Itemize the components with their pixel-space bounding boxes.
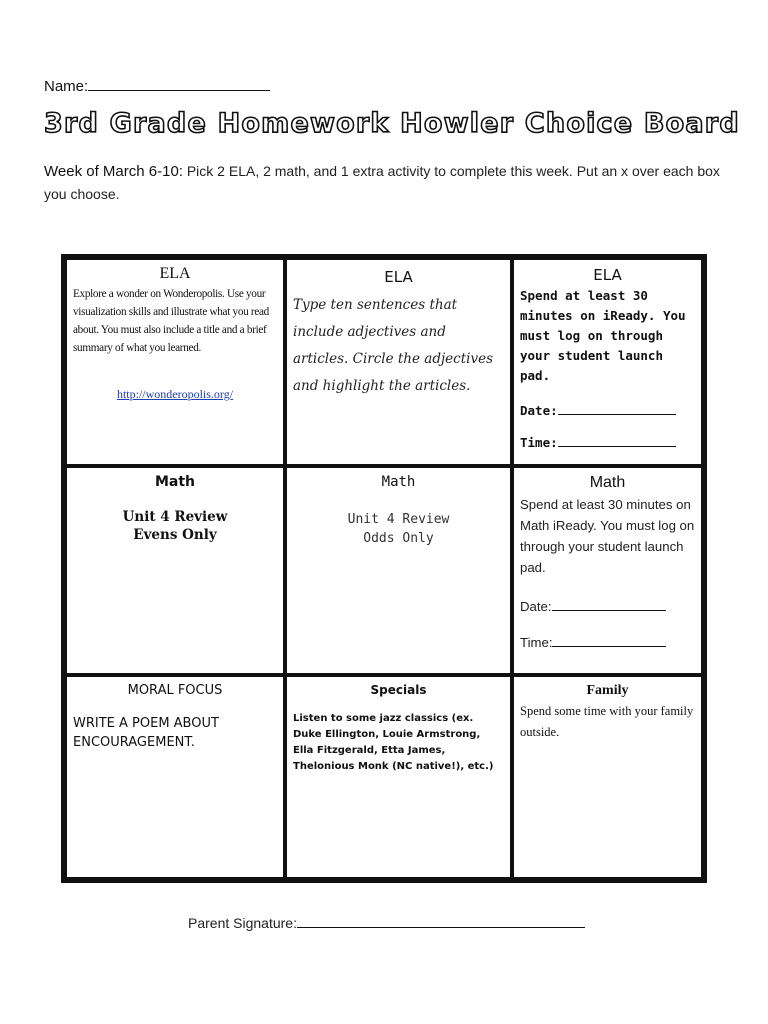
cell-heading: Math [589,474,626,491]
week-label: Week of March 6-10: [44,163,183,180]
cell-math-evens[interactable] [65,466,285,675]
cell-ela-wonderopolis[interactable] [65,258,285,466]
cell-body-line: Odds Only [363,531,434,546]
time-field [520,634,695,650]
date-field [520,402,695,418]
cell-heading: Math [154,474,196,490]
instructions-text: Pick 2 ELA, 2 math, and 1 extra activity to complete this week. Put an x over each box you choose. [44,163,720,202]
cell-body: Explore a wonder on Wonderopolis. Use your visualization skills and illustrate what you read about. You must also include a title and a brief summary of what you learned. [73,288,269,354]
parent-signature-field [188,914,585,931]
cell-body-line: Unit 4 Review [122,509,228,525]
cell-body-line: Evens Only [133,527,217,543]
cell-body: Spend at least 30 minutes on Math iReady. You must log on through your student launch pad. [520,497,695,575]
instructions [44,160,734,206]
time-label: Time: [520,635,553,650]
signature-label: Parent Signature: [188,915,297,931]
date-blank-line[interactable] [552,598,666,611]
cell-heading: ELA [384,268,413,286]
signature-blank-line[interactable] [297,914,585,928]
cell-heading: MORAL FOCUS [127,683,223,698]
cell-ela-iready[interactable] [512,258,703,466]
cell-body: Listen to some jazz classics (ex. Duke Ellington, Louie Armstrong, Ella Fitzgerald, Etta James, Thelonious Monk (NC native!), etc.) [293,713,494,772]
cell-math-iready[interactable] [512,466,703,675]
cell-heading: ELA [159,265,191,282]
time-field [520,434,695,450]
cell-specials[interactable] [285,675,512,879]
cell-body: Spend at least 30 minutes on iReady. You must log on through your student launch pad. [520,288,686,383]
time-blank-line[interactable] [552,634,666,647]
name-label: Name: [44,78,89,95]
cell-body-line: Unit 4 Review [347,512,450,527]
wonderopolis-link[interactable]: http://wonderopolis.org/ [116,387,234,401]
name-field [44,76,270,95]
cell-heading: Math [381,474,416,490]
cell-body: Type ten sentences that include adjectives and articles. Circle the adjectives and highlight the articles. [293,297,493,394]
date-label: Date: [520,599,552,614]
cell-ela-sentences[interactable] [285,258,512,466]
time-blank-line[interactable] [558,434,676,447]
date-blank-line[interactable] [558,402,676,415]
page-title: 3rd Grade Homework Howler Choice Board [44,108,740,139]
choice-board [61,254,707,883]
cell-heading: Specials [370,683,427,697]
cell-heading: Family [586,683,629,698]
cell-body: Spend some time with your family outside. [520,704,694,739]
cell-family[interactable] [512,675,703,879]
date-label: Date: [520,403,558,418]
cell-moral-focus[interactable] [65,675,285,879]
cell-math-odds[interactable] [285,466,512,675]
time-label: Time: [520,435,558,450]
cell-body: WRITE A POEM ABOUT ENCOURAGEMENT. [73,716,219,750]
date-field [520,598,695,614]
name-blank-line[interactable] [88,76,270,91]
cell-heading: ELA [593,266,622,284]
